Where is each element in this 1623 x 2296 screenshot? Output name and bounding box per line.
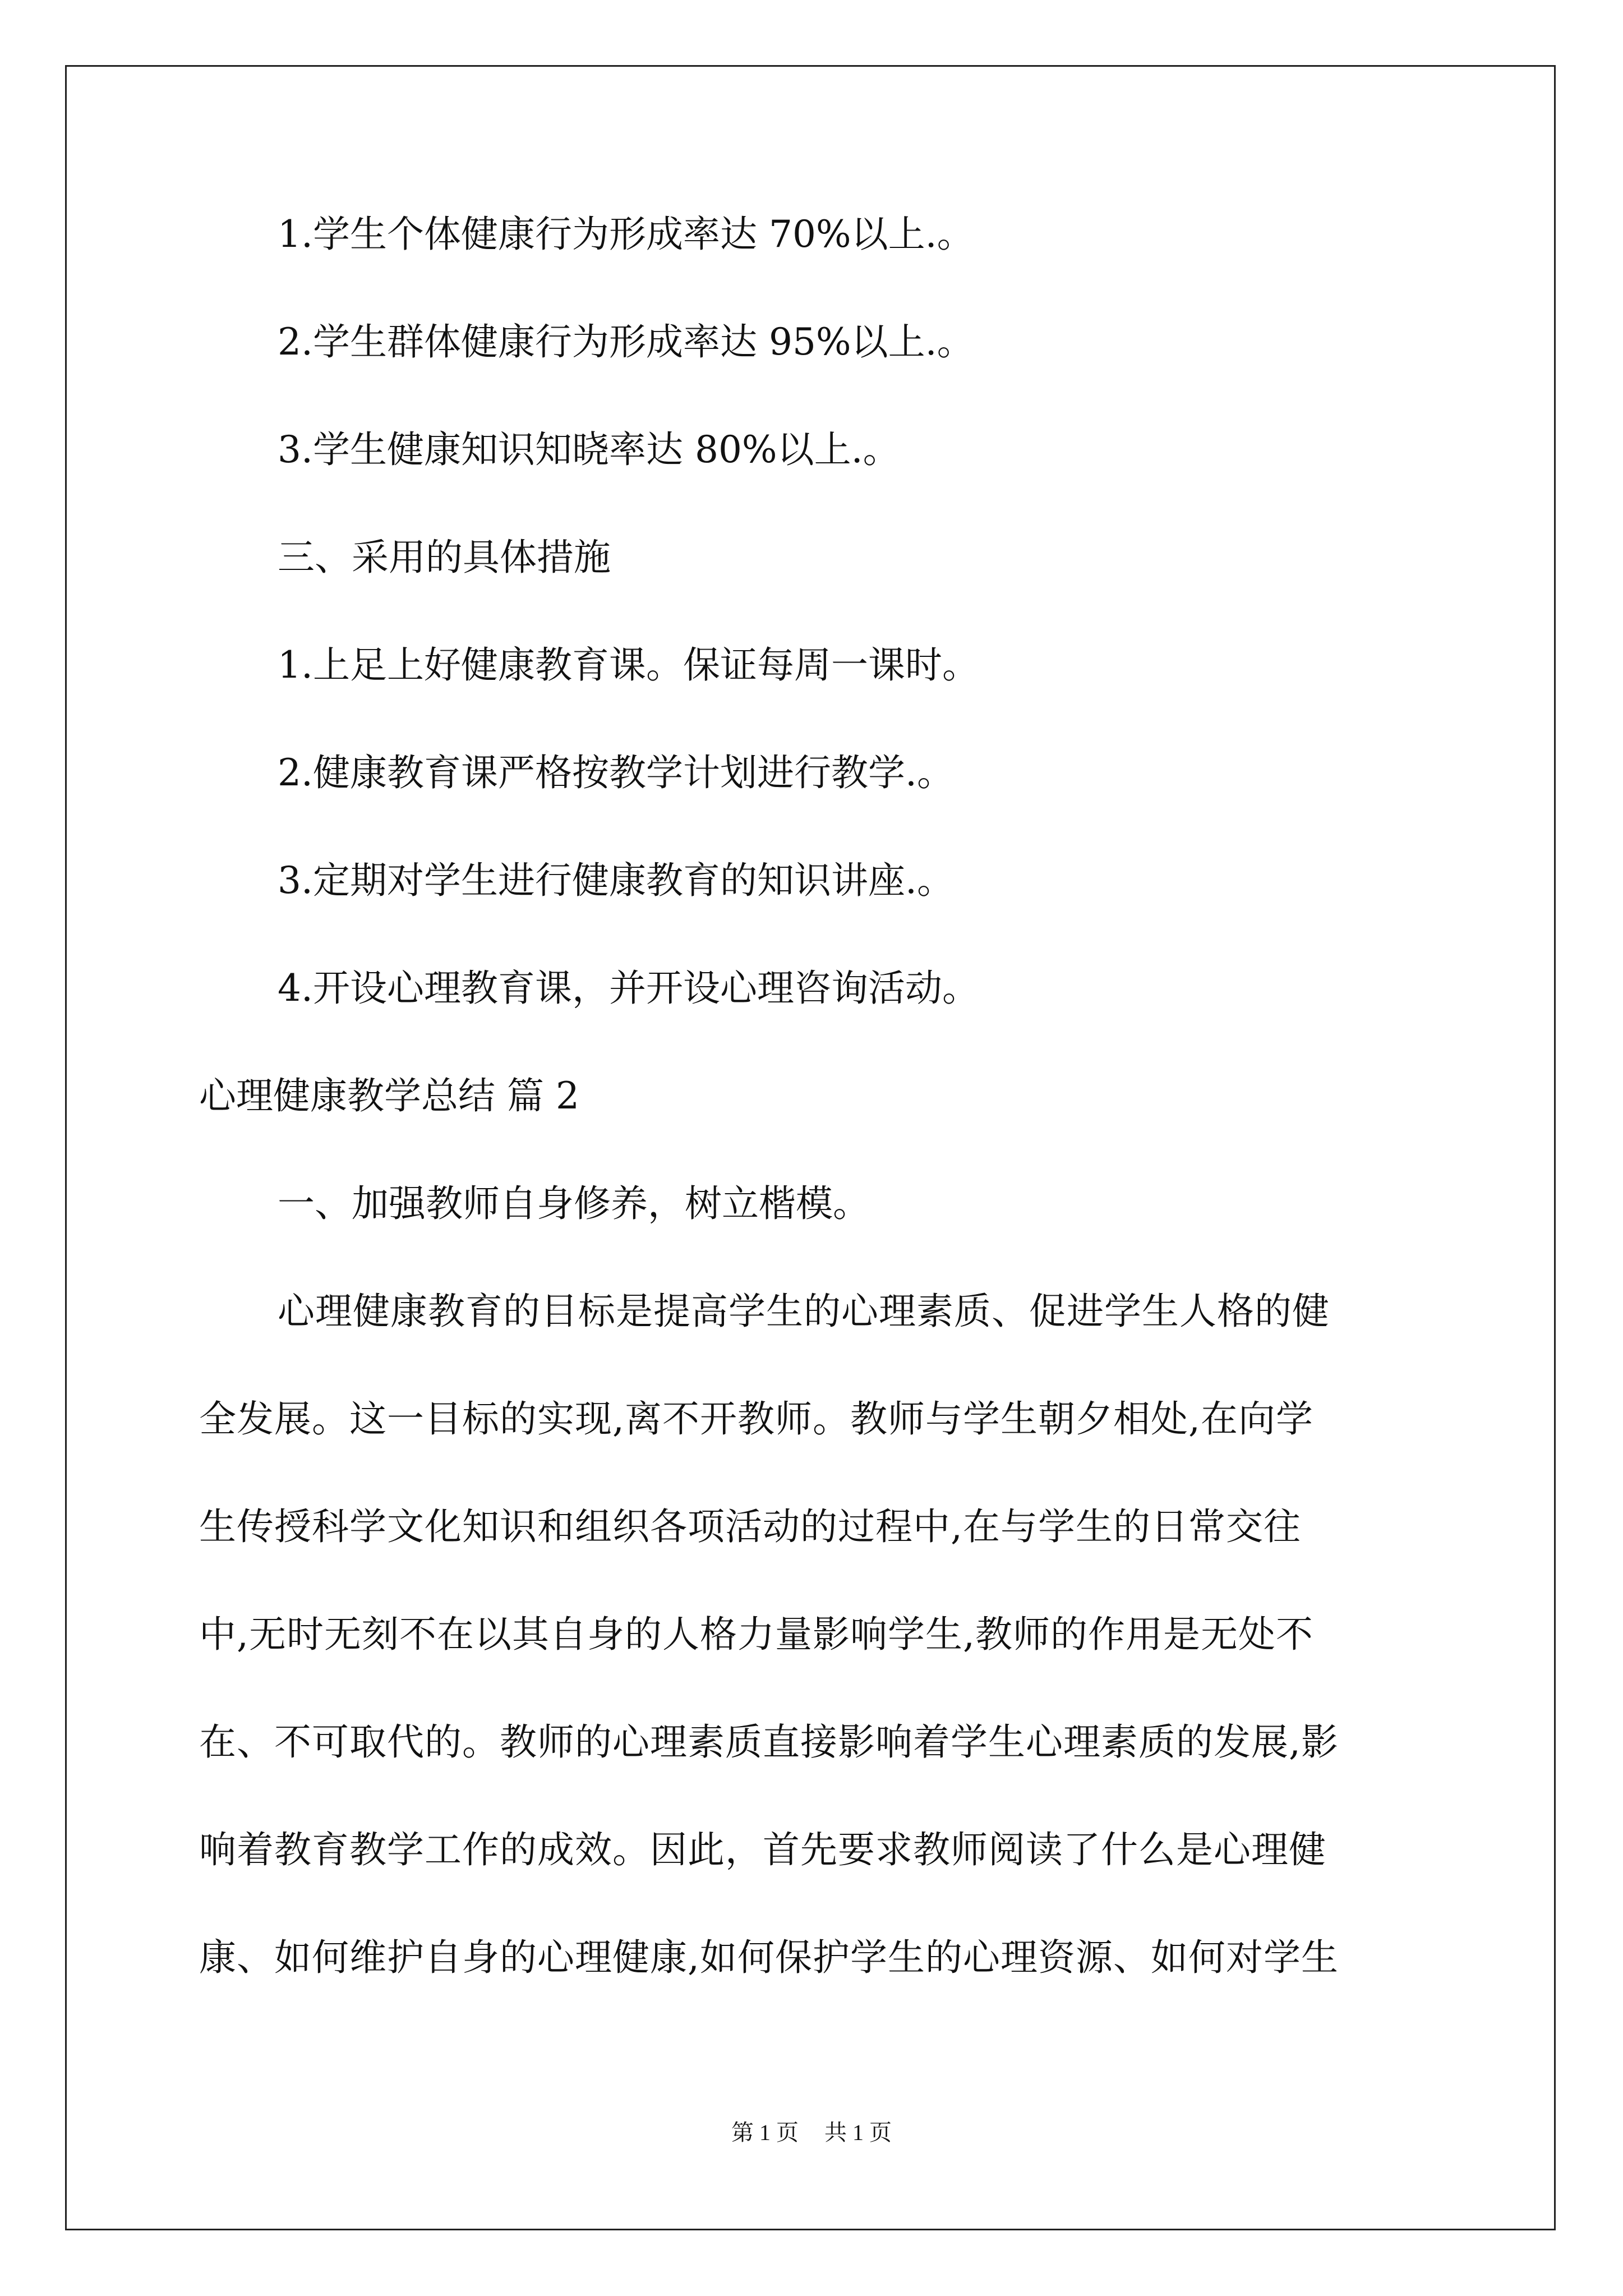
page-total: 共 1 页 xyxy=(824,2120,892,2145)
measure-item: 3.定期对学生进行健康教育的知识讲座.。 xyxy=(278,859,954,902)
goal-item: 1.学生个体健康行为形成率达 70%以上.。 xyxy=(278,213,974,256)
measure-item: 4.开设心理教育课，并开设心理咨询活动。 xyxy=(278,967,979,1010)
page-footer xyxy=(0,2115,1623,2147)
document-body xyxy=(199,208,1430,2039)
goal-item: 3.学生健康知识知晓率达 80%以上.。 xyxy=(278,428,900,471)
goal-item: 2.学生群体健康行为形成率达 95%以上.。 xyxy=(278,320,974,364)
body-paragraph xyxy=(199,1285,1430,1985)
measures-heading: 三、采用的具体措施 xyxy=(278,536,611,579)
paragraph-line: 心理健康教育的目标是提高学生的心理素质、促进学生人格的健 xyxy=(278,1290,1330,1333)
measure-item: 1.上足上好健康教育课。保证每周一课时。 xyxy=(278,643,979,687)
paragraph-line: 全发展。这一目标的实现,离不开教师。教师与学生朝夕相处,在向学 xyxy=(199,1397,1313,1441)
measure-item: 2.健康教育课严格按教学计划进行教学.。 xyxy=(278,751,954,794)
subsection-heading: 一、加强教师自身修养，树立楷模。 xyxy=(278,1182,870,1225)
paragraph-line: 中,无时无刻不在以其自身的人格力量影响学生,教师的作用是无处不 xyxy=(199,1613,1313,1656)
paragraph-line: 在、不可取代的。教师的心理素质直接影响着学生心理素质的发展,影 xyxy=(199,1720,1339,1764)
paragraph-line: 康、如何维护自身的心理健康,如何保护学生的心理资源、如何对学生 xyxy=(199,1936,1339,1979)
paragraph-line: 生传授科学文化知识和组织各项活动的过程中,在与学生的日常交往 xyxy=(199,1505,1301,1548)
paragraph-line: 响着教育教学工作的成效。因此，首先要求教师阅读了什么是心理健 xyxy=(199,1828,1326,1871)
page-number: 第 1 页 xyxy=(731,2120,799,2145)
section-title: 心理健康教学总结 篇 2 xyxy=(199,1074,579,1117)
